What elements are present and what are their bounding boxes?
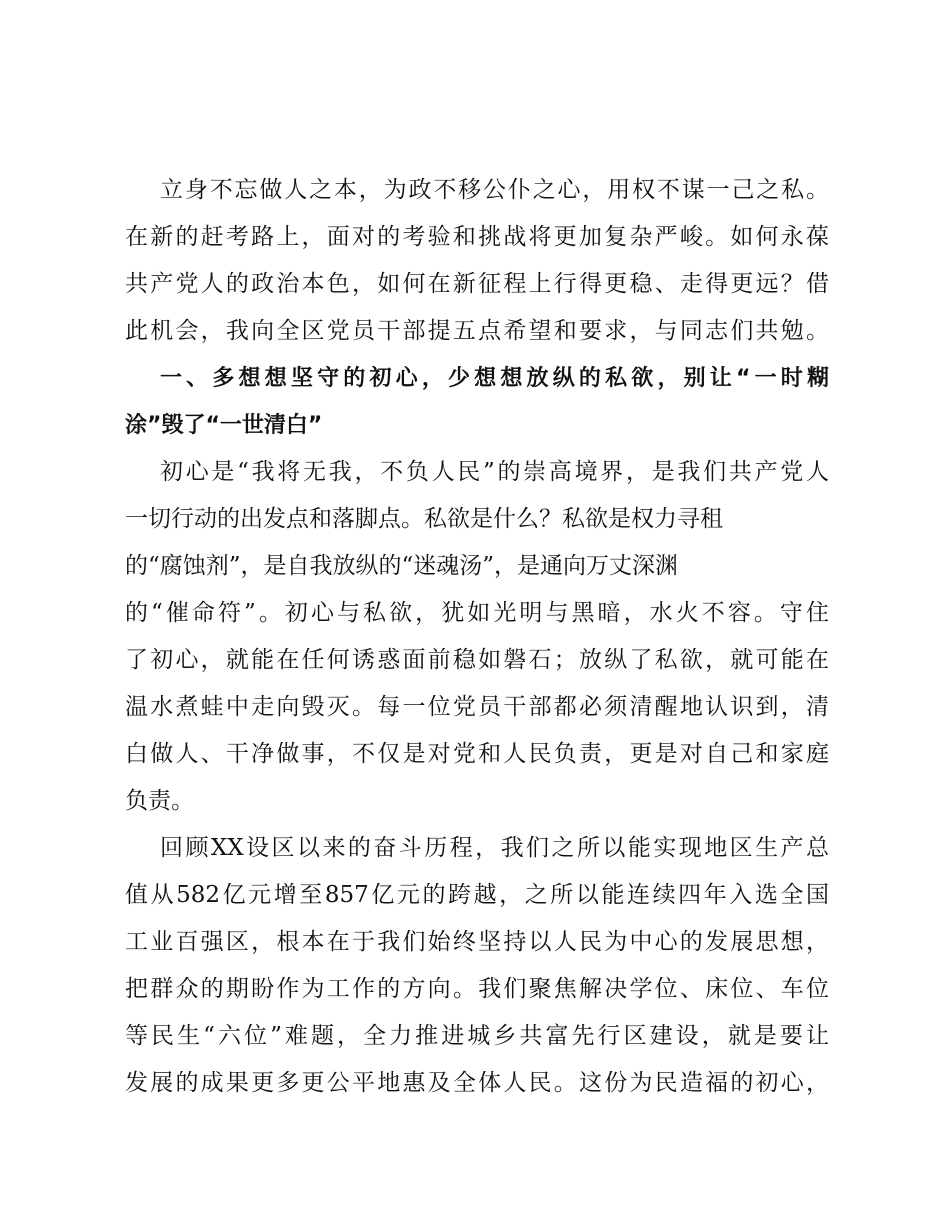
- section-heading-line-1: 一、多想想坚守的初心，少想想放纵的私欲，别让“一时糊: [160, 366, 829, 391]
- paragraph-3-line-3: 工业百强区，根本在于我们始终坚持以人民为中心的发展思想，: [125, 929, 829, 955]
- paragraph-2-line-1: 初心是“我将无我，不负人民”的崇高境界，是我们共产党人: [160, 459, 829, 485]
- paragraph-3-line-4: 把群众的期盼作为工作的方向。我们聚焦解决学位、床位、车位: [125, 976, 829, 1002]
- paragraph-1-line-1: 立身不忘做人之本，为政不移公仆之心，用权不谋一己之私。: [160, 177, 829, 203]
- paragraph-2-line-6: 温水煮蛙中走向毁灭。每一位党员干部都必须清醒地认识到，清: [125, 694, 829, 720]
- paragraph-2-line-4: 的“催命符”。初心与私欲，犹如光明与黑暗，水火不容。守住: [125, 600, 829, 626]
- paragraph-1-line-4: 此机会，我向全区党员干部提五点希望和要求，与同志们共勉。: [125, 318, 829, 344]
- paragraph-1-line-2: 在新的赶考路上，面对的考验和挑战将更加复杂严峻。如何永葆: [125, 224, 829, 250]
- paragraph-2-line-3: 的“腐蚀剂”，是自我放纵的“迷魂汤”，是通向万丈深渊: [125, 553, 679, 579]
- paragraph-3-line-1: 回顾XX设区以来的奋斗历程，我们之所以能实现地区生产总: [160, 835, 829, 861]
- paragraph-2-line-8: 负责。: [125, 788, 194, 814]
- document-body: [125, 167, 829, 1107]
- paragraph-3-line-6: 发展的成果更多更公平地惠及全体人民。这份为民造福的初心，: [125, 1070, 829, 1096]
- paragraph-2-line-2: 一切行动的出发点和落脚点。私欲是什么？私欲是权力寻租: [125, 506, 723, 532]
- paragraph-2-line-7: 白做人、干净做事，不仅是对党和人民负责，更是对自己和家庭: [125, 741, 829, 767]
- paragraph-3-line-5: 等民生“六位”难题，全力推进城乡共富先行区建设，就是要让: [125, 1023, 829, 1049]
- paragraph-1-line-3: 共产党人的政治本色，如何在新征程上行得更稳、走得更远？借: [125, 271, 829, 297]
- paragraph-2-line-5: 了初心，就能在任何诱惑面前稳如磐石；放纵了私欲，就可能在: [125, 647, 829, 673]
- section-heading-line-2: 涂”毁了“一世清白”: [125, 413, 323, 438]
- paragraph-3-line-2: 值从582亿元增至857亿元的跨越，之所以能连续四年入选全国: [125, 882, 829, 908]
